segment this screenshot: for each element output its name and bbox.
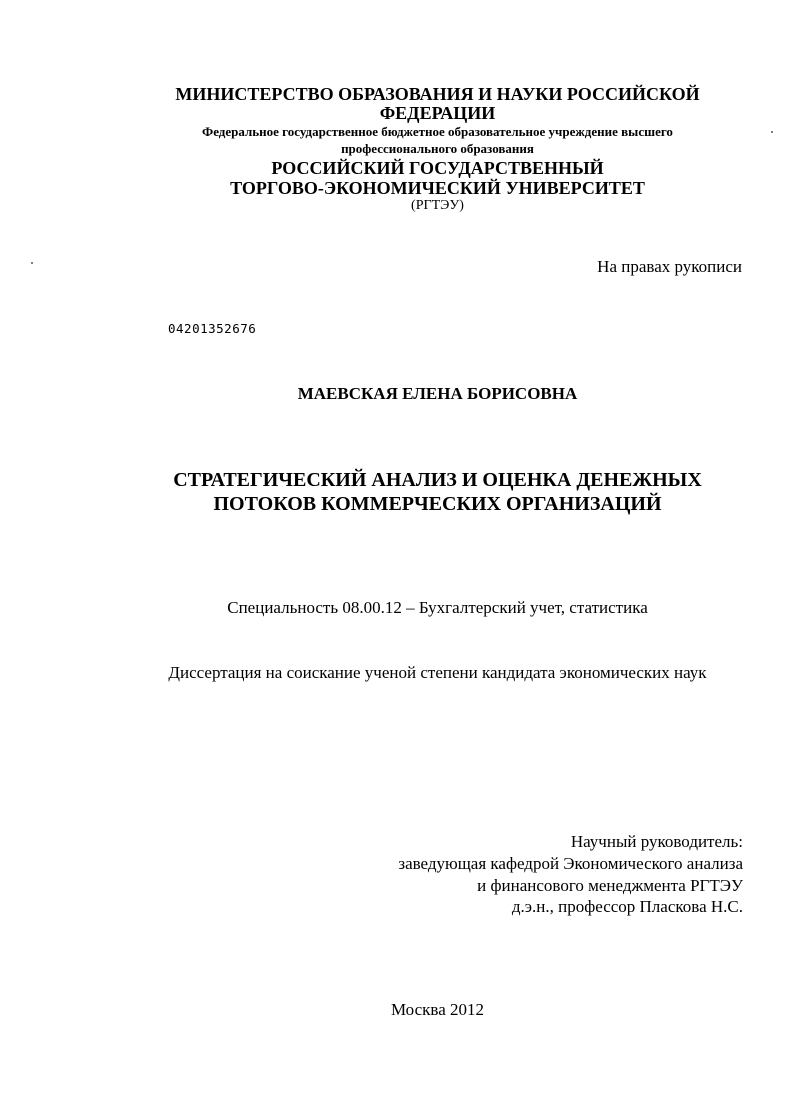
supervisor-line-1: Научный руководитель:	[570, 832, 743, 851]
university-abbreviation: (РГТЭУ)	[411, 198, 464, 213]
thesis-title-line-2: ПОТОКОВ КОММЕРЧЕСКИХ ОРГАНИЗАЦИЙ	[213, 493, 662, 515]
supervisor-line-4: д.э.н., профессор Пласкова Н.С.	[511, 897, 743, 916]
supervisor-line-3: и финансового менеджмента РГТЭУ	[477, 876, 743, 895]
specialty: Специальность 08.00.12 – Бухгалтерский учет, статистика	[227, 598, 648, 617]
scan-speck	[31, 262, 33, 264]
scan-speck	[771, 131, 773, 133]
university-line-2: ТОРГОВО-ЭКОНОМИЧЕСКИЙ УНИВЕРСИТЕТ	[230, 178, 645, 198]
city-year: Москва 2012	[390, 1000, 485, 1019]
dissertation-statement: Диссертация на соискание ученой степени кандидата экономических наук	[168, 663, 707, 682]
catalog-code: 04201352676	[168, 321, 257, 336]
institution-line-2: профессионального образования	[341, 141, 534, 156]
university-line-1: РОССИЙСКИЙ ГОСУДАРСТВЕННЫЙ	[271, 158, 604, 178]
ministry-line-2: ФЕДЕРАЦИИ	[379, 103, 496, 123]
thesis-title-line-1: СТРАТЕГИЧЕСКИЙ АНАЛИЗ И ОЦЕНКА ДЕНЕЖНЫХ	[173, 469, 702, 491]
ministry-line-1: МИНИСТЕРСТВО ОБРАЗОВАНИЯ И НАУКИ РОССИЙСКОЙ	[175, 84, 700, 104]
supervisor-line-2: заведующая кафедрой Экономического анализа	[398, 854, 743, 873]
author-name: МАЕВСКАЯ ЕЛЕНА БОРИСОВНА	[297, 384, 578, 403]
rights-note: На правах рукописи	[597, 257, 742, 276]
institution-line-1: Федеральное государственное бюджетное образовательное учреждение высшего	[202, 124, 673, 139]
